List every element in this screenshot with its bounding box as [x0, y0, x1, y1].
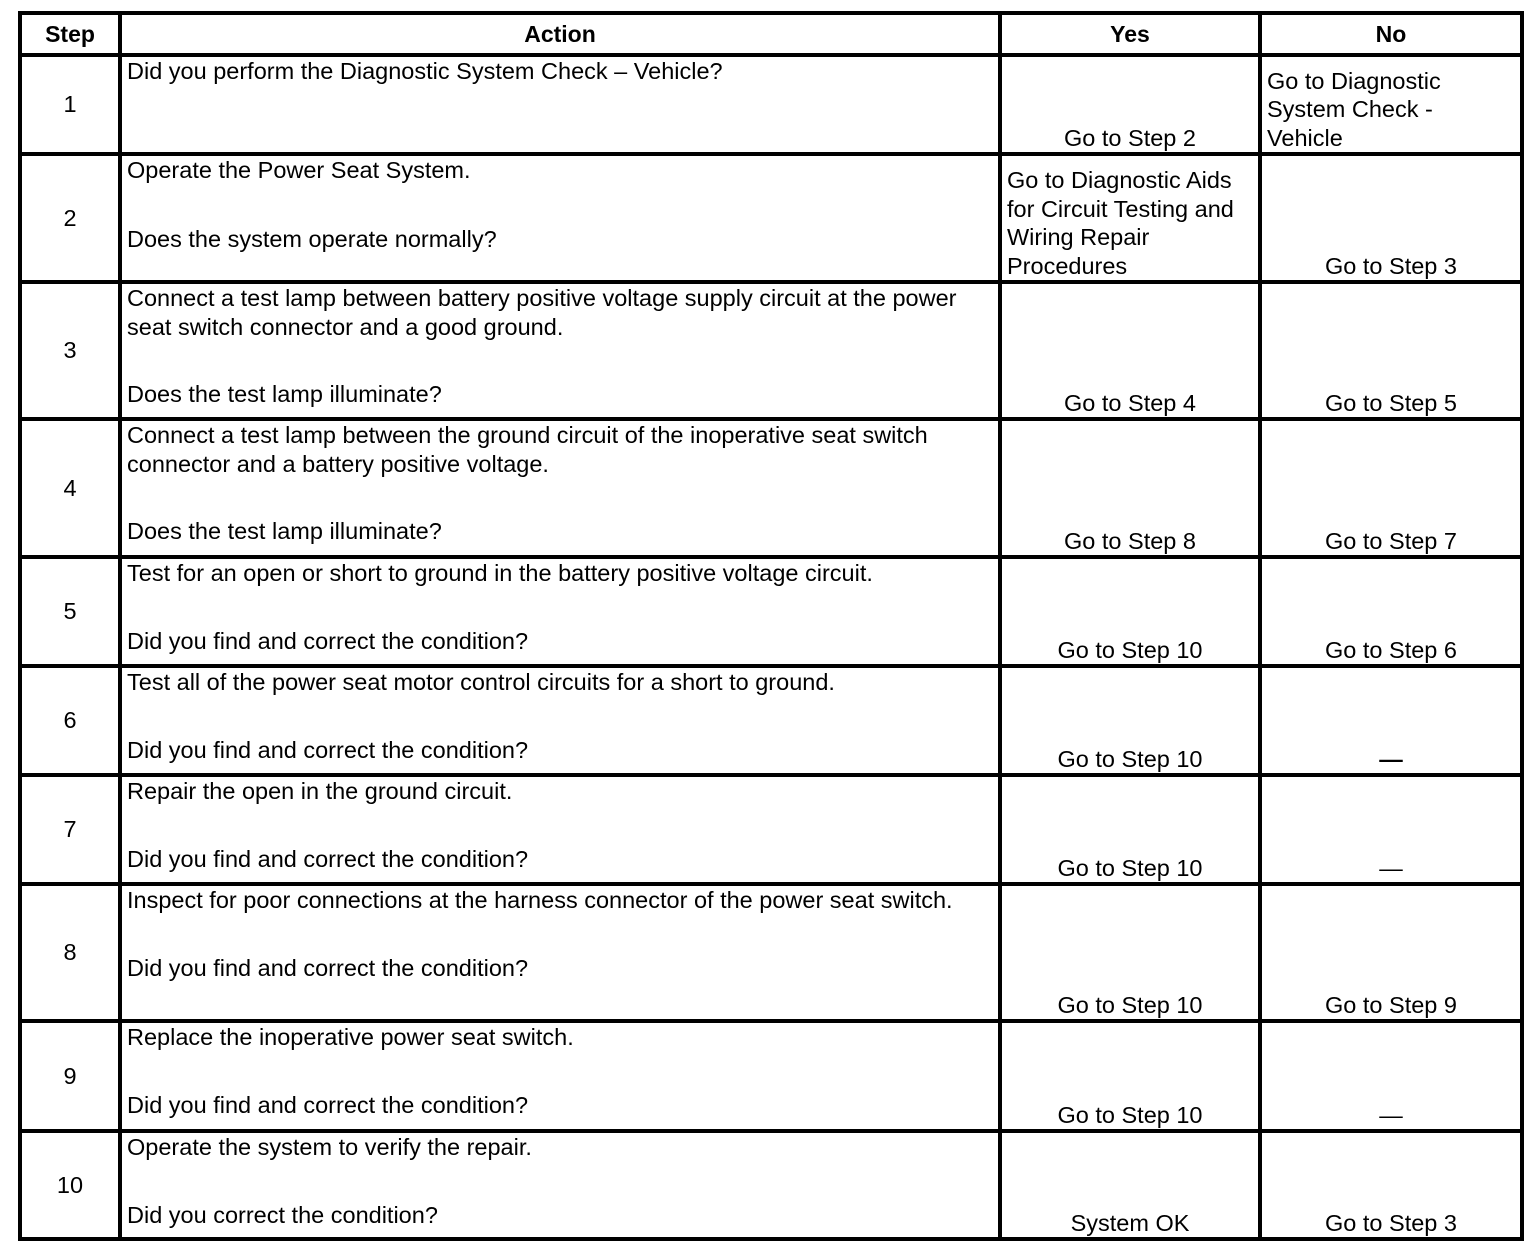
no-cell: — — [1260, 666, 1522, 775]
step-number: 6 — [20, 666, 120, 775]
table-row — [20, 1021, 1522, 1131]
action-text: Operate the system to verify the repair. — [127, 1134, 532, 1160]
action-text: Connect a test lamp between the ground circuit of the inoperative seat switch connector and a battery positive voltage. — [127, 422, 928, 477]
step-number: 7 — [20, 775, 120, 884]
action-question: Did you find and correct the condition? — [127, 627, 529, 654]
yes-cell: Go to Step 10 — [1000, 666, 1260, 775]
no-cell: Go to Step 9 — [1260, 884, 1522, 1021]
table-row — [20, 557, 1522, 666]
action-question: Did you find and correct the condition? — [127, 736, 529, 763]
action-question: Does the system operate normally? — [127, 225, 497, 252]
no-cell: Go to Step 6 — [1260, 557, 1522, 666]
action-text: Test for an open or short to ground in the battery positive voltage circuit. — [127, 560, 873, 586]
no-cell: — — [1260, 775, 1522, 884]
no-cell: Go to Step 7 — [1260, 419, 1522, 557]
action-cell — [120, 282, 1000, 419]
table-row — [20, 884, 1522, 1021]
step-number: 1 — [20, 55, 120, 154]
yes-cell: Go to Step 10 — [1000, 1021, 1260, 1131]
no-cell: — — [1260, 1021, 1522, 1131]
action-cell — [120, 419, 1000, 557]
header-step: Step — [20, 13, 120, 55]
diagnostic-table — [18, 11, 1524, 1241]
action-cell — [120, 557, 1000, 666]
yes-cell: System OK — [1000, 1131, 1260, 1239]
action-text: Repair the open in the ground circuit. — [127, 778, 513, 804]
action-text: Replace the inoperative power seat switch. — [127, 1024, 574, 1050]
yes-cell: Go to Step 10 — [1000, 557, 1260, 666]
step-number: 10 — [20, 1131, 120, 1239]
action-text: Inspect for poor connections at the harness connector of the power seat switch. — [127, 887, 953, 913]
yes-cell: Go to Step 10 — [1000, 884, 1260, 1021]
table-row — [20, 419, 1522, 557]
step-number: 4 — [20, 419, 120, 557]
no-cell: Go to Diagnostic System Check - Vehicle — [1260, 55, 1522, 154]
table-row — [20, 1131, 1522, 1239]
step-number: 3 — [20, 282, 120, 419]
table-row — [20, 775, 1522, 884]
header-yes: Yes — [1000, 13, 1260, 55]
table-row — [20, 282, 1522, 419]
action-cell — [120, 1021, 1000, 1131]
yes-cell: Go to Step 8 — [1000, 419, 1260, 557]
action-cell — [120, 666, 1000, 775]
header-no: No — [1260, 13, 1522, 55]
yes-cell: Go to Step 4 — [1000, 282, 1260, 419]
header-row — [20, 13, 1522, 55]
step-number: 9 — [20, 1021, 120, 1131]
table-row — [20, 55, 1522, 154]
yes-cell: Go to Step 10 — [1000, 775, 1260, 884]
action-question: Does the test lamp illuminate? — [127, 381, 442, 407]
action-question: Does the test lamp illuminate? — [127, 518, 442, 544]
yes-cell: Go to Step 2 — [1000, 55, 1260, 154]
step-number: 5 — [20, 557, 120, 666]
action-cell — [120, 775, 1000, 884]
header-action: Action — [120, 13, 1000, 55]
action-cell — [120, 154, 1000, 282]
action-text: Test all of the power seat motor control circuits for a short to ground. — [127, 669, 835, 695]
step-number: 2 — [20, 154, 120, 282]
action-text: Connect a test lamp between battery positive voltage supply circuit at the power seat switch connector and a good ground. — [127, 285, 957, 340]
action-text: Did you perform the Diagnostic System Check – Vehicle? — [127, 58, 723, 84]
action-question: Did you find and correct the condition? — [127, 1091, 529, 1118]
action-question: Did you find and correct the condition? — [127, 954, 529, 981]
action-cell — [120, 55, 1000, 154]
action-question: Did you correct the condition? — [127, 1201, 438, 1228]
no-cell: Go to Step 5 — [1260, 282, 1522, 419]
action-text: Operate the Power Seat System. — [127, 157, 471, 183]
table-row — [20, 154, 1522, 282]
action-cell — [120, 1131, 1000, 1239]
action-cell — [120, 884, 1000, 1021]
step-number: 8 — [20, 884, 120, 1021]
no-cell: Go to Step 3 — [1260, 154, 1522, 282]
yes-cell: Go to Diagnostic Aids for Circuit Testing and Wiring Repair Procedures — [1000, 154, 1260, 282]
table-row — [20, 666, 1522, 775]
action-question: Did you find and correct the condition? — [127, 845, 529, 872]
no-cell: Go to Step 3 — [1260, 1131, 1522, 1239]
